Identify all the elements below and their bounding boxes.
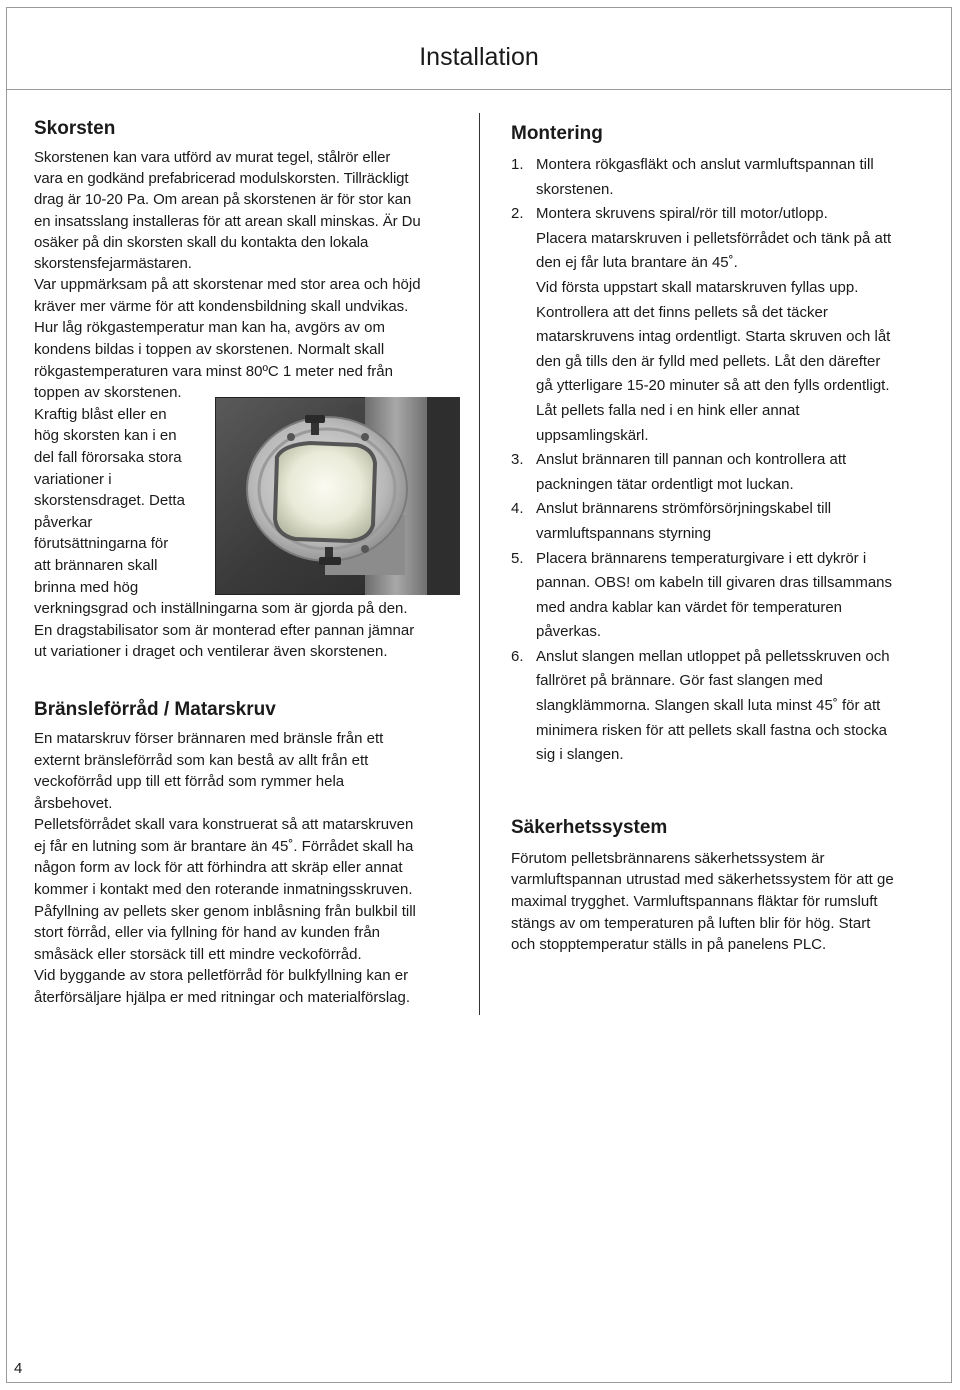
text-line: pannan. OBS! om kabeln till givaren dras tillsammans: [536, 574, 893, 592]
step-text: [536, 547, 931, 645]
text-line: skorstensdraget. Detta: [34, 492, 185, 510]
text-line: årsbehovet.: [34, 794, 113, 812]
text-line: och stopptemperatur ställs in på panelens PLC.: [511, 936, 827, 954]
step-text: [536, 153, 931, 202]
text-line: slangklämmorna. Slangen skall luta minst 45˚ för att: [536, 697, 881, 715]
text-line: varmluftspannan utrustad med säkerhetssystem för att ge: [511, 871, 894, 889]
text-line: stort förråd, eller via fyllning för hand av kunden från: [34, 924, 381, 942]
text-line: påverkar: [34, 513, 93, 531]
text-line: småsäck eller storsäck till ett mindre veckoförråd.: [34, 945, 362, 963]
list-item: [511, 547, 931, 645]
text-line: uppsamlingskärl.: [536, 426, 649, 444]
text-line: Var uppmärksam på att skorstenar med stor area och höjd: [34, 276, 421, 294]
text-line: osäker på din skorsten skall du kontakta den lokala: [34, 233, 369, 251]
step-number: 3.: [511, 451, 524, 469]
text-line: Vid byggande av stora pelletförråd för bulkfyllning kan er: [34, 967, 409, 985]
sakerhet-body: [511, 848, 931, 956]
list-item: [511, 202, 931, 448]
right-column: [511, 123, 931, 956]
text-line: kommer i kontakt med den roterande inmatningsskruven.: [34, 881, 413, 899]
text-line: kondens bildas i toppen av skorstenen. Normalt skall: [34, 341, 385, 358]
list-item: [511, 448, 931, 497]
text-line: rökgastemperaturen vara minst 80ºC 1 meter ned från: [34, 362, 393, 380]
step-number: 5.: [511, 549, 524, 567]
text-line: med andra kablar kan värdet för temperaturen: [536, 598, 842, 616]
step-text: [536, 645, 931, 768]
text-line: skorstensfejarmästaren.: [34, 255, 192, 273]
text-line: Pelletsförrådet skall vara konstruerat så att matarskruven: [34, 816, 414, 834]
text-line: Anslut brännaren till pannan och kontrollera att: [536, 451, 847, 469]
text-line: påverkas.: [536, 623, 602, 641]
text-line: Vid första uppstart skall matarskruven fyllas upp.: [536, 278, 859, 296]
step-text: [536, 448, 931, 497]
list-item: [511, 153, 931, 202]
text-line: någon form av lock för att förhindra att skräp eller annat: [34, 859, 403, 877]
text-line: variationer i: [34, 470, 112, 488]
text-line: gå ytterligare 15-20 minuter så att den fylls ordentligt.: [536, 377, 890, 395]
text-line: förutsättningarna för: [34, 535, 169, 553]
step-text: [536, 202, 931, 448]
step-number: 4.: [511, 500, 524, 518]
left-column: [34, 118, 454, 1009]
text-line: skorstenen.: [536, 180, 614, 198]
section-heading-sakerhet: Säkerhetssystem: [511, 816, 668, 838]
bransle-body: [34, 728, 454, 1009]
text-line: Förutom pelletsbrännarens säkerhetssystem är: [511, 849, 825, 867]
text-line: matarskruvens intag ordentligt. Starta skruven och låt: [536, 328, 891, 346]
column-divider: [479, 113, 480, 1015]
text-line: ut variationer i draget och ventilerar även skorstenen.: [34, 643, 388, 661]
text-line: kräver mer värme för att kondensbildning skall undvikas.: [34, 297, 409, 315]
text-line: minimera risken för att pellets skall fastna och stocka: [536, 721, 887, 739]
text-line: maximal trygghet. Varmluftspannans fläktar för rumsluft: [511, 893, 878, 911]
text-line: hög skorsten kan i en: [34, 427, 177, 445]
text-line: En matarskruv förser brännaren med bränsle från ett: [34, 729, 384, 747]
page-number: 4: [14, 1360, 23, 1377]
text-line: den ej får luta brantare än 45˚.: [536, 254, 738, 272]
text-line: Hur låg rökgastemperatur man kan ha, avgörs av om: [34, 319, 385, 337]
text-line: del fall förorsaka stora: [34, 448, 182, 466]
text-line: drag är 10-20 Pa. Om arean på skorstenen är för stor kan: [34, 191, 412, 209]
text-line: sig i slangen.: [536, 746, 624, 764]
text-line: Kraftig blåst eller en: [34, 405, 167, 423]
text-line: Skorstenen kan vara utförd av murat tegel, stålrör eller: [34, 149, 391, 166]
text-line: verkningsgrad och inställningarna som är gjorda på den.: [34, 600, 408, 618]
step-number: 6.: [511, 647, 524, 665]
page-header: [7, 8, 951, 90]
burner-photo: [215, 397, 460, 595]
text-line: veckoförråd upp till ett förråd som rymmer hela: [34, 773, 345, 791]
text-line: stängs av om temperaturen på luften blir för hög. Start: [511, 914, 871, 932]
text-line: Anslut brännarens strömförsörjningskabel till: [536, 500, 832, 518]
text-line: vara en godkänd prefabricerad modulskorsten. Tillräckligt: [34, 170, 409, 188]
text-line: En dragstabilisator som är monterad efter pannan jämnar: [34, 621, 415, 639]
text-line: fallröret på brännare. Gör fast slangen med: [536, 672, 823, 690]
text-line: Låt pellets falla ned i en hink eller annat: [536, 401, 800, 419]
list-item: [511, 645, 931, 768]
text-line: Påfyllning av pellets sker genom inblåsning från bulkbil till: [34, 902, 416, 920]
text-line: återförsäljare hjälpa er med ritningar och materialförslag.: [34, 989, 411, 1007]
step-number: 1.: [511, 156, 524, 173]
section-heading-bransle: Bränsleförråd / Matarskruv: [34, 698, 276, 720]
text-line: Montera skruvens spiral/rör till motor/utlopp.: [536, 205, 828, 223]
text-line: Anslut slangen mellan utloppet på pelletsskruven och: [536, 647, 890, 665]
text-line: Placera brännarens temperaturgivare i ett dykrör i: [536, 549, 867, 567]
text-line: varmluftspannans styrning: [536, 524, 712, 542]
page-title: Installation: [419, 43, 539, 71]
text-line: brinna med hög: [34, 578, 139, 596]
text-line: externt bränsleförråd som kan bestå av allt från ett: [34, 751, 369, 769]
montering-steps: [511, 153, 931, 768]
text-line: Montera rökgasfläkt och anslut varmluftspannan till: [536, 156, 874, 173]
step-text: [536, 497, 931, 546]
text-line: Kontrollera att det finns pellets så det täcker: [536, 303, 828, 321]
list-item: [511, 497, 931, 546]
text-line: Placera matarskruven i pelletsförrådet och tänk på att: [536, 229, 892, 247]
section-heading-skorsten: Skorsten: [34, 118, 116, 139]
text-line: att brännaren skall: [34, 556, 158, 574]
text-line: den gå tills den är fylld med pellets. Låt den därefter: [536, 352, 881, 370]
skorsten-intro: [34, 147, 454, 274]
step-number: 2.: [511, 205, 524, 223]
text-line: packningen tätar ordentligt mot luckan.: [536, 475, 794, 493]
text-line: ej får en lutning som är brantare än 45˚. Förrådet skall ha: [34, 837, 414, 855]
text-line: toppen av skorstenen.: [34, 384, 182, 402]
text-line: en insatsslang installeras för att arean skall minskas. Är Du: [34, 212, 421, 230]
section-heading-montering: Montering: [511, 123, 603, 144]
